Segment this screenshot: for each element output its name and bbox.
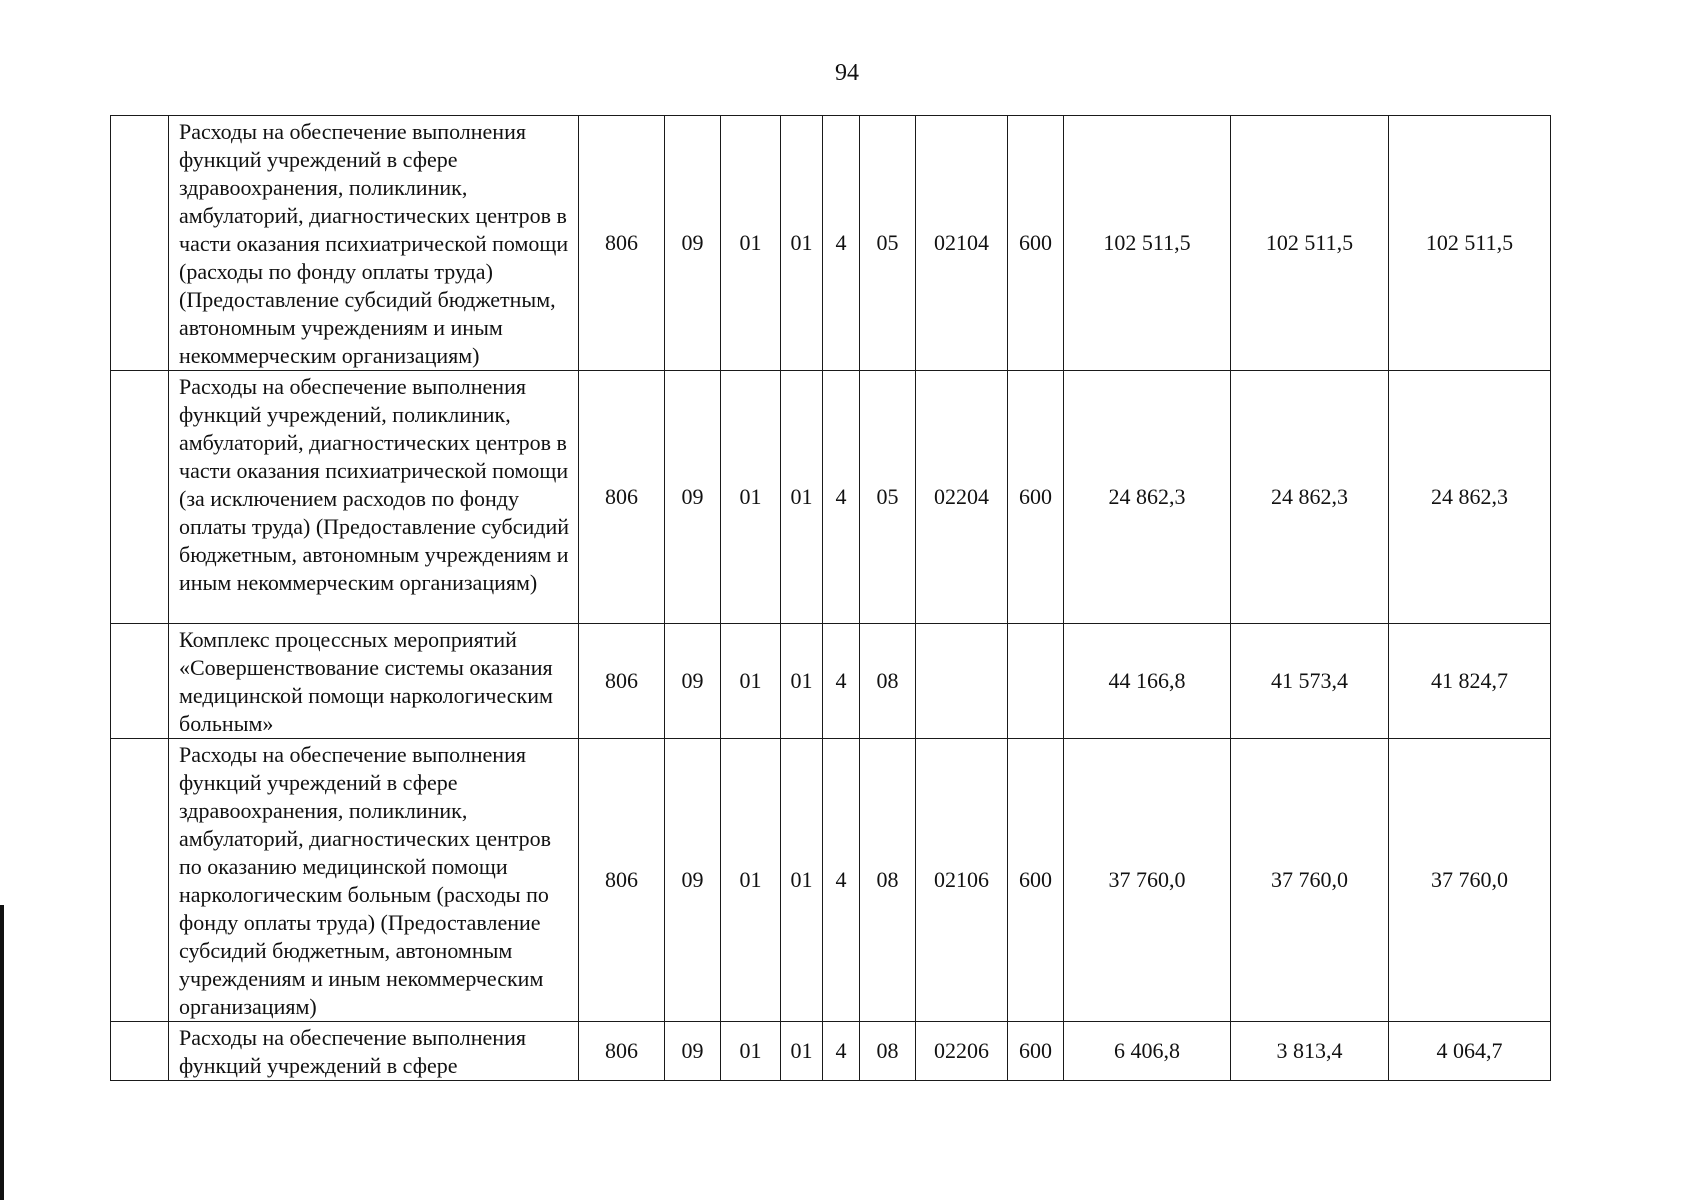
table-row (111, 739, 1551, 1022)
page-number: 94 (835, 60, 859, 86)
complex-code-cell: 08 (860, 1022, 916, 1081)
expense-type-cell: 600 (1008, 371, 1064, 624)
expense-name-cell: Расходы на обеспечение выполнения функций учреждений в сфере здравоохранения, поликлиник, амбулаторий, диагностических центров в части оказания психиатрической помощи (расходы по фонду оплаты труда) (Предоставление субсидий бюджетным, автономным учреждениям и иным некоммерческим организациям) (169, 116, 579, 371)
section-code-cell: 09 (665, 1022, 721, 1081)
section-code-cell: 09 (665, 371, 721, 624)
scan-edge-mark (0, 905, 4, 1200)
grbs-code-cell: 806 (579, 116, 665, 371)
expense-name-cell: Расходы на обеспечение выполнения функций учреждений, поликлиник, амбулаторий, диагностических центров в части оказания психиатрической помощи (за исключением расходов по фонду оплаты труда) (Предоставление субсидий бюджетным, автономным учреждениям и иным некоммерческим организациям) (169, 371, 579, 624)
subsection-code-cell: 01 (721, 624, 781, 739)
table-row (111, 1022, 1551, 1081)
section-code-cell: 09 (665, 116, 721, 371)
amount-year1-cell: 37 760,0 (1064, 739, 1231, 1022)
index-cell (111, 371, 169, 624)
amount-year2-cell: 3 813,4 (1231, 1022, 1389, 1081)
amount-year3-cell: 24 862,3 (1389, 371, 1551, 624)
program-type-cell: 4 (823, 116, 860, 371)
amount-year2-cell: 37 760,0 (1231, 739, 1389, 1022)
table-row (111, 371, 1551, 624)
amount-year3-cell: 41 824,7 (1389, 624, 1551, 739)
table-row (111, 116, 1551, 371)
index-cell (111, 116, 169, 371)
program-code-cell: 01 (781, 624, 823, 739)
direction-code-cell: 02204 (916, 371, 1008, 624)
direction-code-cell (916, 624, 1008, 739)
amount-year2-cell: 102 511,5 (1231, 116, 1389, 371)
expense-type-cell (1008, 624, 1064, 739)
program-type-cell: 4 (823, 739, 860, 1022)
expense-type-cell: 600 (1008, 116, 1064, 371)
program-code-cell: 01 (781, 1022, 823, 1081)
grbs-code-cell: 806 (579, 1022, 665, 1081)
program-code-cell: 01 (781, 116, 823, 371)
amount-year2-cell: 24 862,3 (1231, 371, 1389, 624)
index-cell (111, 739, 169, 1022)
expense-type-cell: 600 (1008, 1022, 1064, 1081)
direction-code-cell: 02104 (916, 116, 1008, 371)
grbs-code-cell: 806 (579, 624, 665, 739)
budget-table (110, 115, 1551, 1081)
amount-year1-cell: 102 511,5 (1064, 116, 1231, 371)
amount-year1-cell: 6 406,8 (1064, 1022, 1231, 1081)
complex-code-cell: 08 (860, 624, 916, 739)
section-code-cell: 09 (665, 624, 721, 739)
amount-year1-cell: 24 862,3 (1064, 371, 1231, 624)
subsection-code-cell: 01 (721, 371, 781, 624)
complex-code-cell: 05 (860, 116, 916, 371)
subsection-code-cell: 01 (721, 739, 781, 1022)
program-type-cell: 4 (823, 1022, 860, 1081)
program-code-cell: 01 (781, 739, 823, 1022)
program-type-cell: 4 (823, 624, 860, 739)
subsection-code-cell: 01 (721, 116, 781, 371)
amount-year3-cell: 4 064,7 (1389, 1022, 1551, 1081)
complex-code-cell: 05 (860, 371, 916, 624)
index-cell (111, 624, 169, 739)
index-cell (111, 1022, 169, 1081)
table-row (111, 624, 1551, 739)
expense-name-cell: Расходы на обеспечение выполнения функций учреждений в сфере здравоохранения, поликлиник, амбулаторий, диагностических центров по оказанию медицинской помощи наркологическим больным (расходы по фонду оплаты труда) (Предоставление субсидий бюджетным, автономным учреждениям и иным некоммерческим организациям) (169, 739, 579, 1022)
grbs-code-cell: 806 (579, 739, 665, 1022)
amount-year2-cell: 41 573,4 (1231, 624, 1389, 739)
amount-year1-cell: 44 166,8 (1064, 624, 1231, 739)
section-code-cell: 09 (665, 739, 721, 1022)
grbs-code-cell: 806 (579, 371, 665, 624)
subsection-code-cell: 01 (721, 1022, 781, 1081)
program-code-cell: 01 (781, 371, 823, 624)
program-type-cell: 4 (823, 371, 860, 624)
expense-name-cell: Расходы на обеспечение выполнения функций учреждений в сфере (169, 1022, 579, 1081)
amount-year3-cell: 102 511,5 (1389, 116, 1551, 371)
expense-name-cell: Комплекс процессных мероприятий «Совершенствование системы оказания медицинской помощи наркологическим больным» (169, 624, 579, 739)
expense-type-cell: 600 (1008, 739, 1064, 1022)
amount-year3-cell: 37 760,0 (1389, 739, 1551, 1022)
direction-code-cell: 02206 (916, 1022, 1008, 1081)
complex-code-cell: 08 (860, 739, 916, 1022)
direction-code-cell: 02106 (916, 739, 1008, 1022)
